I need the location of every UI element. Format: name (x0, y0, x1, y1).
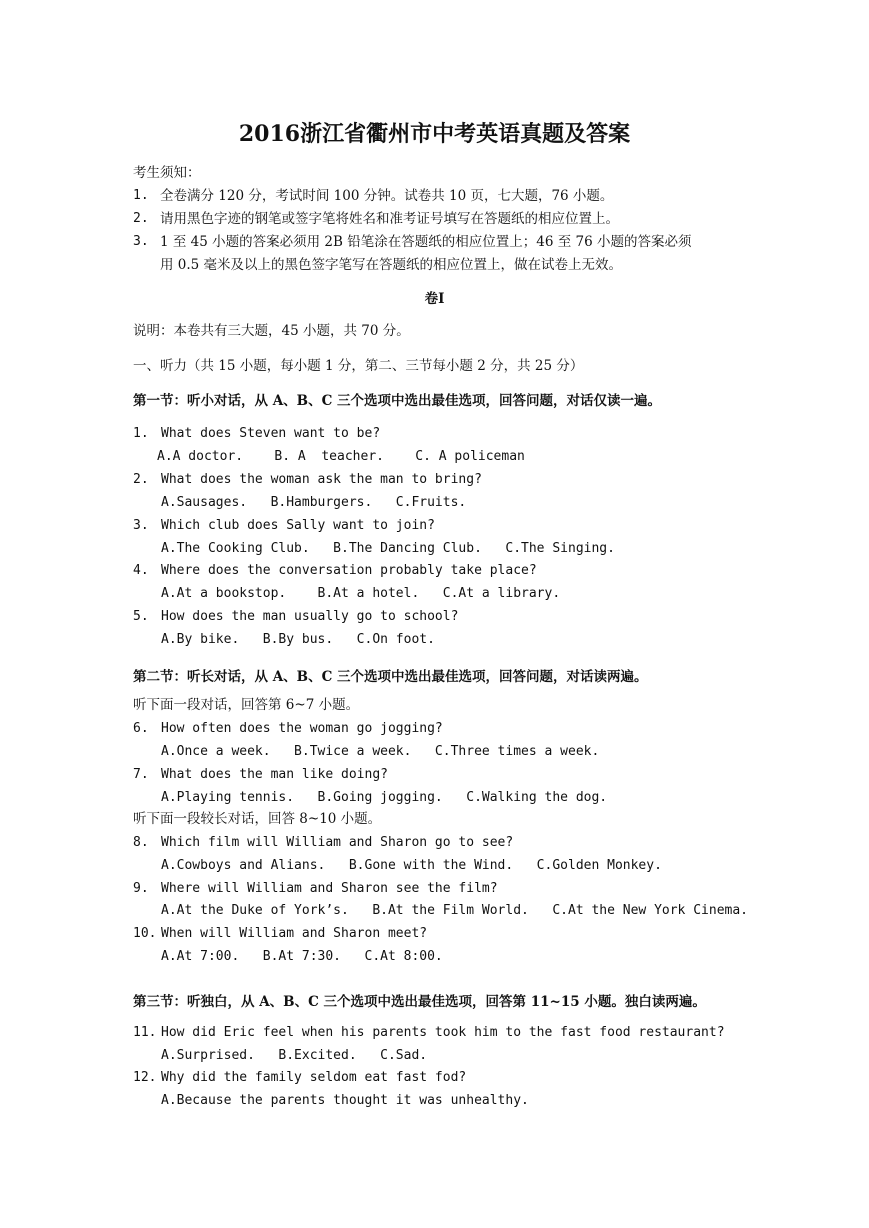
question-options: A.Once a week. B.Twice a week. C.Three times a week. (161, 744, 600, 759)
part-heading: 一、听力（共 15 小题，每小题 1 分，第二、三节每小题 2 分，共 25 分） (133, 358, 584, 374)
notice-item-text: 用 0.5 毫米及以上的黑色签字笔写在答题纸的相应位置上，做在试卷上无效。 (160, 257, 623, 273)
question-number: 2. (133, 472, 149, 487)
question-options: A.At 7:00. B.At 7:30. C.At 8:00. (161, 949, 443, 964)
question-text: What does the woman ask the man to bring? (161, 472, 482, 487)
section-heading: 第三节：听独白，从 A、B、C 三个选项中选出最佳选项，回答第 11~15 小题。独白读两遍。 (133, 994, 706, 1010)
notice-item-number: 3. (133, 234, 149, 249)
question-text: How does the man usually go to school? (161, 609, 459, 624)
notice-heading: 考生须知： (133, 165, 201, 181)
question-number: 12. (133, 1070, 157, 1085)
question-options: A.Cowboys and Alians. B.Gone with the Wind. C.Golden Monkey. (161, 858, 662, 873)
question-number: 7. (133, 767, 149, 782)
notice-item-text: 1 至 45 小题的答案必须用 2B 铅笔涂在答题纸的相应位置上；46 至 76 小题的答案必须 (160, 234, 692, 250)
question-text: Why did the family seldom eat fast fod? (161, 1070, 467, 1085)
question-text: Where will William and Sharon see the film? (161, 881, 498, 896)
section-intro: 听下面一段较长对话，回答 8~10 小题。 (133, 811, 382, 827)
question-text: What does the man like doing? (161, 767, 388, 782)
question-text: Where does the conversation probably take place? (161, 563, 537, 578)
question-number: 6. (133, 721, 149, 736)
question-options: A.By bike. B.By bus. C.On foot. (161, 632, 435, 647)
question-number: 9. (133, 881, 149, 896)
question-text: Which film will William and Sharon go to see? (161, 835, 514, 850)
question-number: 4. (133, 563, 149, 578)
notice-item-number: 1. (133, 188, 149, 203)
question-options: A.Playing tennis. B.Going jogging. C.Walking the dog. (161, 790, 608, 805)
question-number: 10. (133, 926, 157, 941)
question-text: How did Eric feel when his parents took him to the fast food restaurant? (161, 1025, 725, 1040)
question-text: When will William and Sharon meet? (161, 926, 428, 941)
question-options: A.Sausages. B.Hamburgers. C.Fruits. (161, 495, 467, 510)
page-title: 2016浙江省衢州市中考英语真题及答案 (238, 121, 631, 147)
question-options: A.The Cooking Club. B.The Dancing Club. C.The Singing. (161, 541, 615, 556)
question-number: 3. (133, 518, 149, 533)
question-number: 1. (133, 426, 149, 441)
question-options: A.Surprised. B.Excited. C.Sad. (161, 1048, 428, 1063)
question-options: A.Because the parents thought it was unhealthy. (161, 1093, 529, 1108)
question-options: A.At a bookstop. B.At a hotel. C.At a library. (161, 586, 561, 601)
volume-explanation: 说明：本卷共有三大题，45 小题，共 70 分。 (133, 323, 410, 339)
question-text: What does Steven want to be? (161, 426, 381, 441)
notice-item-text: 全卷满分 120 分，考试时间 100 分钟。试卷共 10 页，七大题，76 小题。 (160, 188, 614, 204)
question-number: 8. (133, 835, 149, 850)
volume-heading: 卷Ⅰ (424, 291, 445, 307)
question-number: 5. (133, 609, 149, 624)
question-text: How often does the woman go jogging? (161, 721, 443, 736)
question-options: A.A doctor. B. A teacher. C. A policeman (157, 449, 525, 464)
notice-item-number: 2. (133, 211, 149, 226)
question-text: Which club does Sally want to join? (161, 518, 435, 533)
section-heading: 第二节：听长对话，从 A、B、C 三个选项中选出最佳选项，回答问题，对话读两遍。 (133, 669, 648, 685)
question-options: A.At the Duke of York’s. B.At the Film World. C.At the New York Cinema. (161, 903, 748, 918)
section-heading: 第一节：听小对话，从 A、B、C 三个选项中选出最佳选项，回答问题，对话仅读一遍。 (133, 393, 662, 409)
notice-item-text: 请用黑色字迹的钢笔或签字笔将姓名和准考证号填写在答题纸的相应位置上。 (160, 211, 619, 227)
section-intro: 听下面一段对话，回答第 6~7 小题。 (133, 697, 360, 713)
question-number: 11. (133, 1025, 157, 1040)
